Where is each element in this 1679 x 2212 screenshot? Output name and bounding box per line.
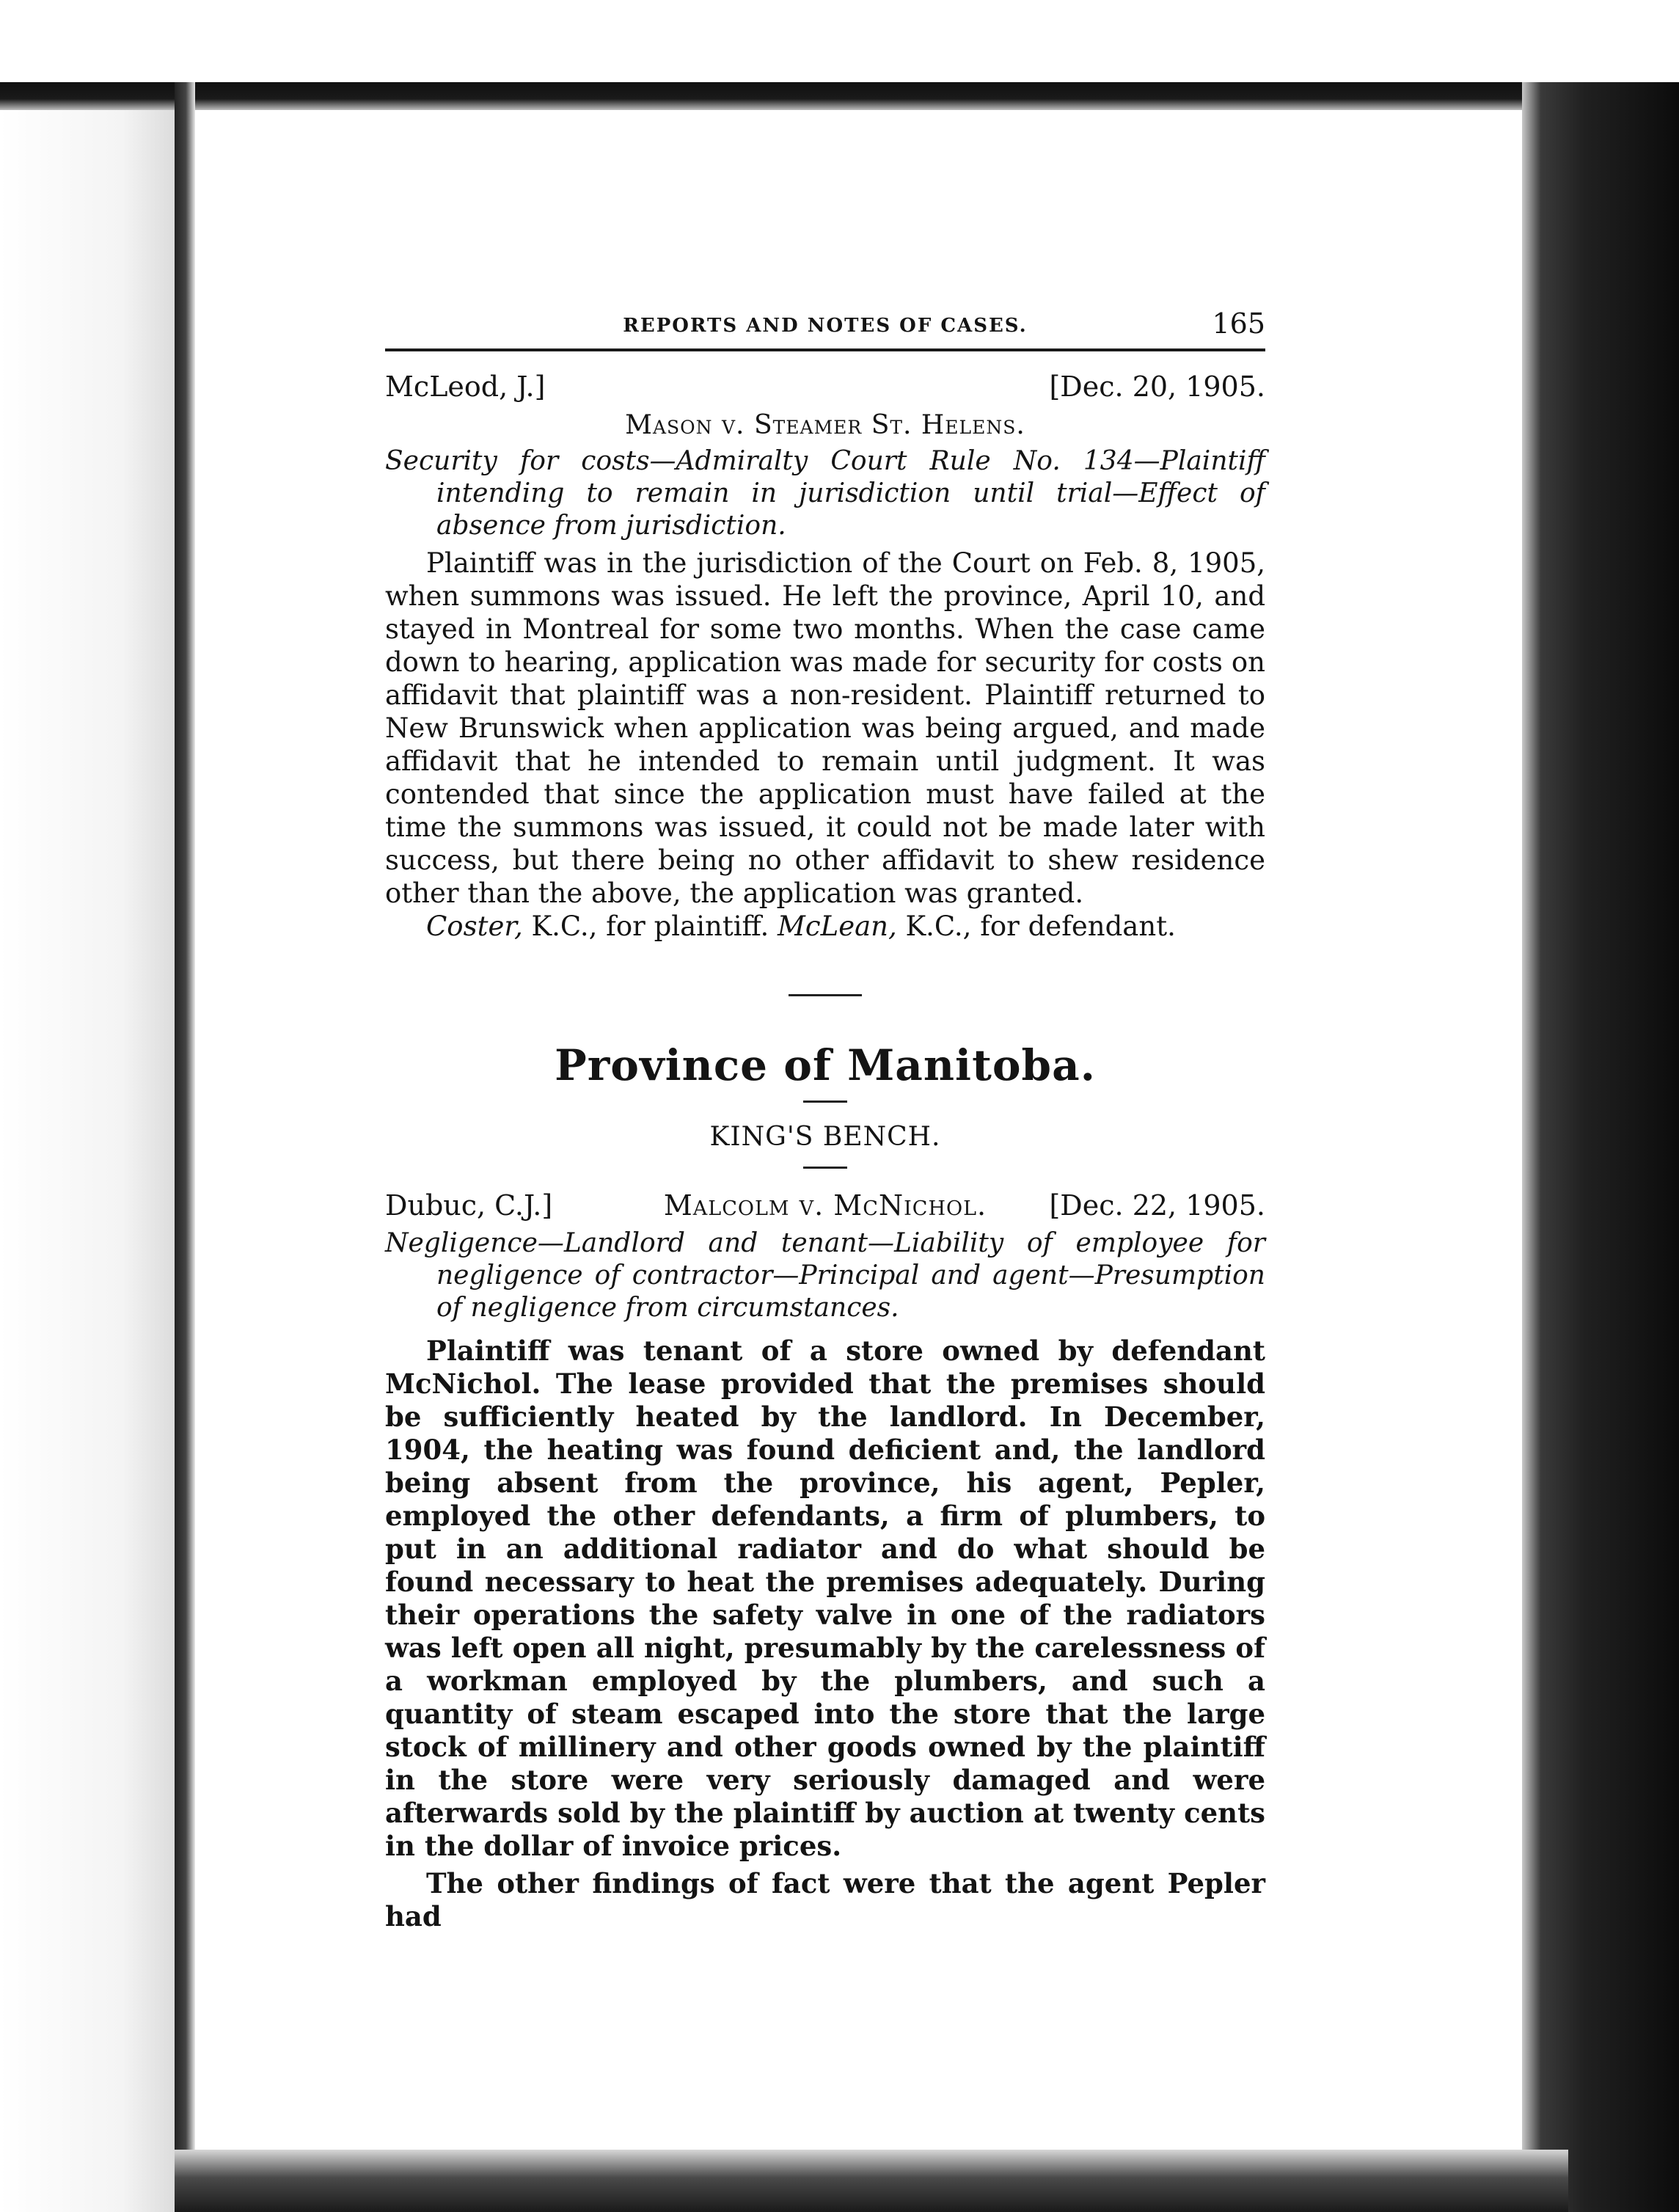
scan-border-bottom bbox=[175, 2150, 1568, 2212]
counsel-defendant-name: McLean, bbox=[778, 910, 897, 942]
case2-headnote: Negligence—Landlord and tenant—Liability of employee for negligence of contractor—Principal and agent—Presumption of negligence from circumstances. bbox=[385, 1228, 1265, 1323]
counsel-plaintiff-name: Coster, bbox=[426, 910, 523, 942]
running-head bbox=[385, 304, 1265, 351]
scan-margin-left bbox=[0, 110, 175, 2212]
case1-title: Mason v. Steamer St. Helens. bbox=[625, 410, 1025, 440]
scan-border-top bbox=[0, 82, 1679, 110]
scan-border-right bbox=[1522, 82, 1679, 2212]
case2-judge: Dubuc, C.J.] bbox=[385, 1189, 553, 1222]
case2-body-para2: The other findings of fact were that the agent Pepler had bbox=[385, 1867, 1265, 1932]
case1-date: [Dec. 20, 1905. bbox=[1049, 371, 1265, 403]
court-heading: KING'S BENCH. bbox=[709, 1122, 941, 1152]
heading-divider bbox=[803, 1100, 847, 1103]
section-divider bbox=[789, 994, 862, 996]
court-divider bbox=[803, 1167, 847, 1169]
case1-body: Plaintiff was in the jurisdiction of the Court on Feb. 8, 1905, when summons was issued. He left the province, April 10, and stayed in Montreal for some two months. When the case came down to hearing, application was made for security for costs on affidavit that plaintiff was a non-resident. Plaintiff returned to New Brunswick when application was being argued, and made affidavit that he intended to remain until judgment. It was contended that since the application must have failed at the time the summons was issued, it could not be made later with success, but there being no other affidavit to shew residence other than the above, the application was granted. bbox=[385, 547, 1265, 909]
case1-judge: McLeod, J.] bbox=[385, 371, 546, 403]
counsel-plaintiff-rest: K.C., for plaintiff. bbox=[522, 910, 778, 942]
case2-body-para1: Plaintiff was tenant of a store owned by defendant McNichol. The lease provided that the premises should be sufficiently heated by the landlord. In December, 1904, the heating was found deficient and, the landlord being absent from the province, his agent, Pepler, employed the other defendants, a firm of plumbers, to put in an additional radiator and do what should be found necessary to heat the premises adequately. During their operations the safety valve in one of the radiators was left open all night, presumably by the carelessness of a workman employed by the plumbers, and such a quantity of steam escaped into the store that the large stock of millinery and other goods owned by the plaintiff in the store were very seriously damaged and were afterwards sold by the plaintiff by auction at twenty cents in the dollar of invoice prices. bbox=[385, 1335, 1265, 1862]
case1-judge-date-line bbox=[385, 371, 1265, 406]
scan-border-left bbox=[175, 82, 195, 2188]
counsel-defendant-rest: K.C., for defendant. bbox=[896, 910, 1176, 942]
book-page bbox=[385, 304, 1265, 1933]
case2-title: Malcolm v. McNichol. bbox=[663, 1189, 987, 1222]
case1-counsel bbox=[385, 910, 1265, 943]
province-heading: Province of Manitoba. bbox=[555, 1040, 1096, 1090]
page-number: 165 bbox=[1212, 307, 1265, 340]
case2-date: [Dec. 22, 1905. bbox=[1049, 1189, 1265, 1222]
case2-judge-date-line bbox=[385, 1189, 1265, 1224]
running-head-title: REPORTS AND NOTES OF CASES. bbox=[623, 315, 1028, 337]
case1-headnote: Security for costs—Admiralty Court Rule No. 134—Plaintiff intending to remain in jurisdiction until trial—Effect of absence from jurisdiction. bbox=[385, 446, 1265, 541]
